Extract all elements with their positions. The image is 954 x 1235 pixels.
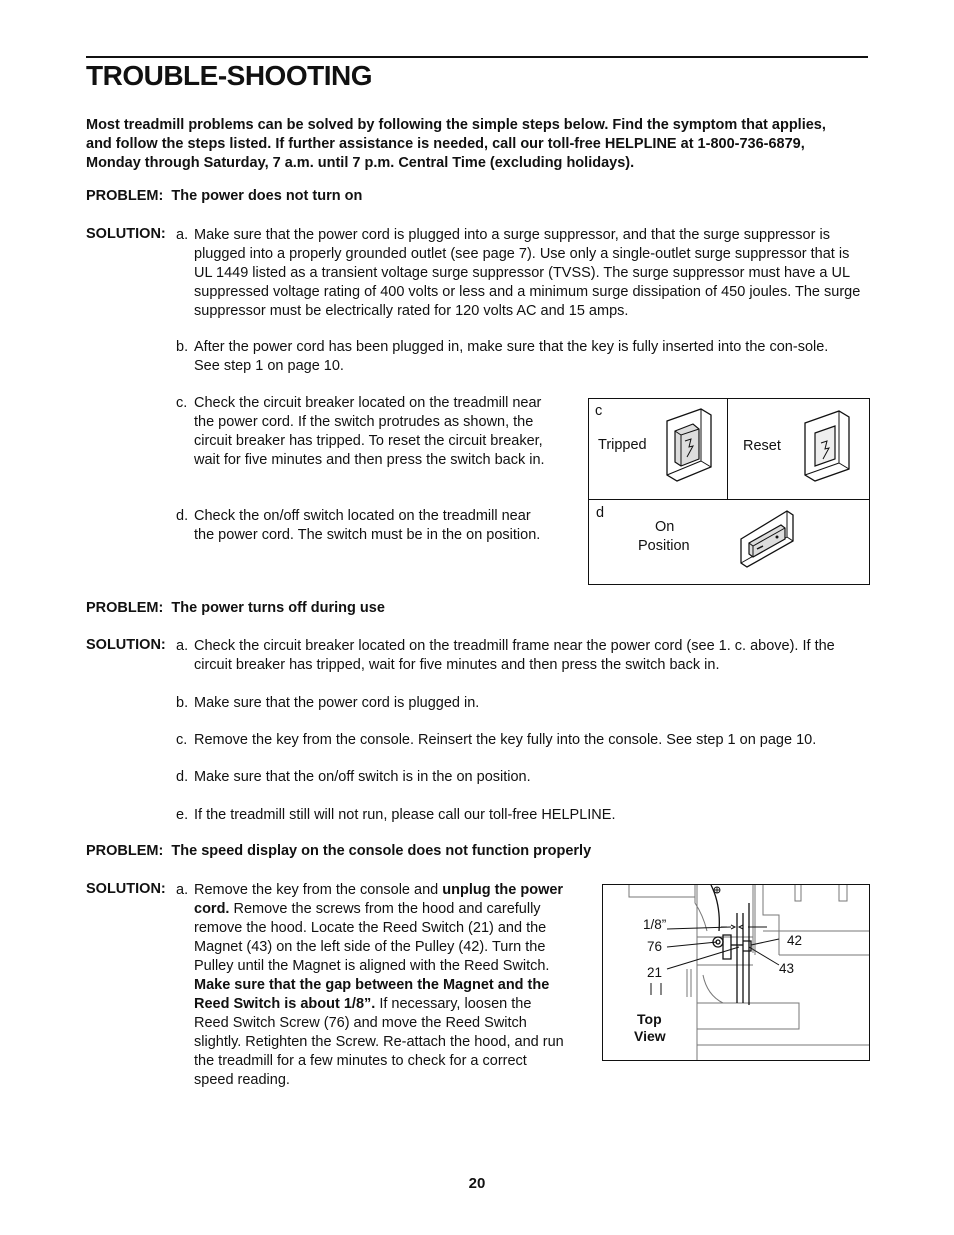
step-text-part: Remove the screws from the hood and carefully remove the hood. Locate the Reed Switch (21) and the Magnet (43) on the left side of the Pulley (42). Turn the Pulley until the Magnet is aligned with the Reed Switch. xyxy=(194,901,550,974)
reset-label: Reset xyxy=(743,438,781,454)
step-text: Check the circuit breaker located on the treadmill frame near the power cord (see 1. c. above). If the circuit breaker has tripped, wait for five minutes and then press the switch back in. xyxy=(194,638,835,673)
step-letter: d. xyxy=(176,769,189,785)
problem-2-step-b xyxy=(176,694,868,713)
figure-divider-vertical xyxy=(727,399,728,500)
step-letter: c. xyxy=(176,732,188,748)
step-letter: a. xyxy=(176,638,189,654)
problem-3-heading xyxy=(86,843,591,859)
callout-42: 42 xyxy=(787,933,803,948)
top-view-line2: View xyxy=(634,1028,666,1044)
figure-c-letter: c xyxy=(595,403,603,419)
step-text-part: Remove the key from the console and xyxy=(194,882,443,898)
on-position-line1: On xyxy=(655,519,675,535)
reset-breaker-icon xyxy=(801,409,851,483)
top-view-line1: Top xyxy=(637,1011,662,1027)
figure-d-letter: d xyxy=(596,505,605,521)
problem-2-step-d xyxy=(176,768,868,787)
problem-1-title: The power does not turn on xyxy=(171,188,363,204)
problem-1-step-c xyxy=(176,394,552,470)
on-position-line2: Position xyxy=(638,538,690,554)
step-text: If the treadmill still will not run, please call our toll-free HELPLINE. xyxy=(194,807,616,823)
solution-label-2: SOLUTION: xyxy=(86,637,166,653)
problem-3-step-a xyxy=(176,881,568,1090)
step-text-bold-gap: Make sure that the gap between the Magnet and the Reed Switch is about 1/8”. xyxy=(194,977,550,1012)
tripped-label: Tripped xyxy=(598,437,647,453)
step-text-bold-unplug: unplug the power cord. xyxy=(194,882,564,917)
problem-1-heading xyxy=(86,188,362,204)
solution-label-3: SOLUTION: xyxy=(86,881,166,897)
page-title: TROUBLE-SHOOTING xyxy=(86,60,372,91)
problem-1-step-a xyxy=(176,226,868,321)
step-letter: c. xyxy=(176,395,188,411)
page-number: 20 xyxy=(468,1175,486,1192)
step-text: Make sure that the power cord is plugged in. xyxy=(194,695,480,711)
step-letter: a. xyxy=(176,227,189,243)
tripped-breaker-icon xyxy=(663,407,715,483)
problem-2-step-e xyxy=(176,806,868,825)
problem-2-step-c xyxy=(176,731,876,750)
callout-76: 76 xyxy=(647,939,663,954)
reed-switch-figure xyxy=(602,884,870,1061)
step-text: Make sure that the power cord is plugged into a surge suppressor, and that the surge suppressor is plugged into a properly grounded outlet (see page 7). Use only a single-outlet surge suppressor that is UL 1449 listed as a transient voltage surge suppressor (TVSS). The surge suppressor must have a UL suppressed voltage rating of 400 volts or less and a minimum surge dissipation of 450 joules. The surge suppressor must be electrically rated for 120 volts AC and 15 amps. xyxy=(194,227,861,319)
callout-43: 43 xyxy=(779,961,795,976)
problem-2-title: The power turns off during use xyxy=(171,600,385,616)
problem-1-step-d xyxy=(176,507,552,545)
step-text: Make sure that the on/off switch is in the on position. xyxy=(194,769,531,785)
figure-divider-horizontal xyxy=(589,499,869,500)
step-text: Check the circuit breaker located on the treadmill near the power cord. If the switch protrudes as shown, the circuit breaker has tripped. To reset the circuit breaker, wait for five minutes and then press the switch back in. xyxy=(194,395,545,468)
gap-label: 1/8” xyxy=(643,917,667,932)
step-letter: e. xyxy=(176,807,189,823)
on-off-switch-icon xyxy=(737,509,797,571)
step-text: Remove the key from the console. Reinsert the key fully into the console. See step 1 on page 10. xyxy=(194,732,817,748)
step-letter: a. xyxy=(176,882,189,898)
header-rule xyxy=(86,56,868,58)
step-text xyxy=(176,881,568,1090)
step-letter: b. xyxy=(176,339,189,355)
problem-label: PROBLEM: xyxy=(86,843,164,859)
problem-label: PROBLEM: xyxy=(86,188,164,204)
callout-21: 21 xyxy=(647,965,663,980)
step-letter: d. xyxy=(176,508,189,524)
solution-label-1: SOLUTION: xyxy=(86,226,166,242)
circuit-breaker-figure xyxy=(588,398,870,585)
step-text-part: If necessary, loosen the Reed Switch Screw (76) and move the Reed Switch slightly. Retighten the Screw. Re-attach the hood, and run the treadmill for a few minutes to check for a correct speed reading. xyxy=(194,996,564,1088)
problem-1-step-b xyxy=(176,338,852,376)
step-text: Check the on/off switch located on the treadmill near the power cord. The switch must be in the on position. xyxy=(194,508,541,543)
step-letter: b. xyxy=(176,695,189,711)
problem-label: PROBLEM: xyxy=(86,600,164,616)
problem-3-title: The speed display on the console does not function properly xyxy=(171,843,592,859)
step-text: After the power cord has been plugged in, make sure that the key is fully inserted into the con-sole. See step 1 on page 10. xyxy=(194,339,829,374)
problem-2-heading xyxy=(86,600,385,616)
intro-paragraph: Most treadmill problems can be solved by following the simple steps below. Find the symptom that applies, and follow the steps listed. If further assistance is needed, call our toll-free HELPLINE at 1-800-736-6879, Monday through Saturday, 7 a.m. until 7 p.m. Central Time (excluding holidays). xyxy=(86,117,826,171)
problem-2-step-a xyxy=(176,637,868,675)
